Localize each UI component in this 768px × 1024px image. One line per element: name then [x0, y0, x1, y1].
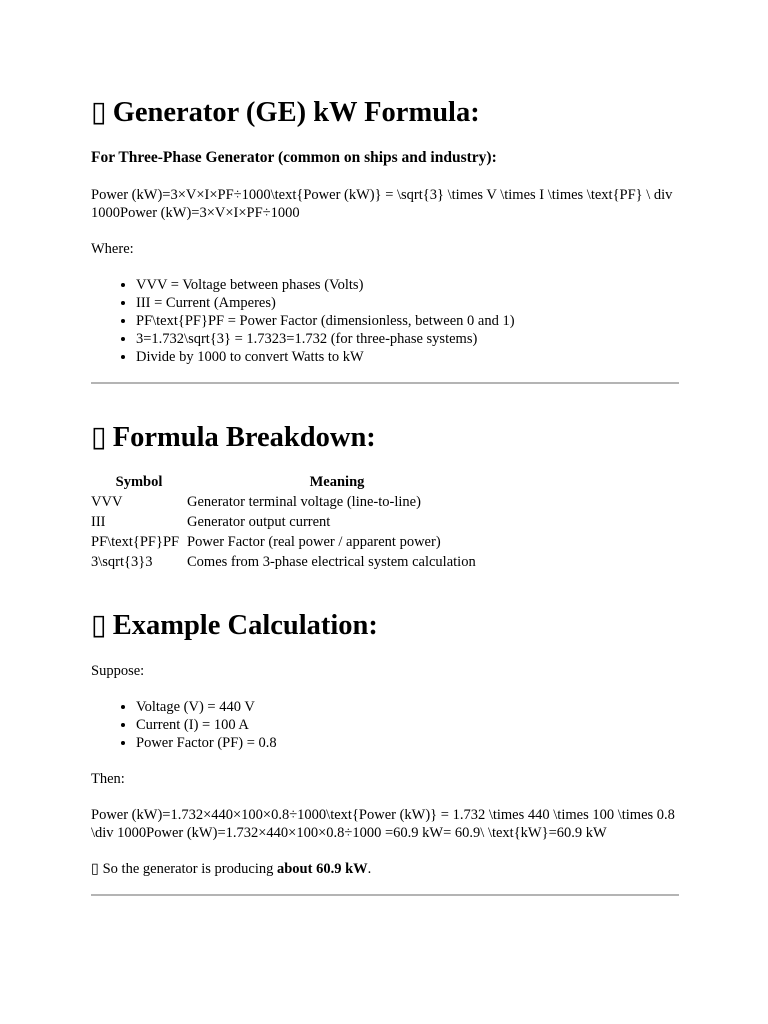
section-heading-formula-breakdown	[91, 421, 679, 455]
conclusion-result: about 60.9 kW	[276, 861, 368, 877]
heading-text: Example Calculation:	[112, 610, 378, 641]
then-label: Then:	[91, 771, 125, 787]
table-row	[91, 552, 487, 572]
variable-definitions-list	[91, 276, 724, 366]
table-cell: Power Factor (real power / apparent power)	[187, 534, 441, 550]
section-heading-generator-formula	[91, 96, 679, 130]
list-item: • PF\text{PF}PF = Power Factor (dimensionless, between 0 and 1)	[136, 312, 724, 330]
section-divider	[91, 382, 679, 384]
table-cell: VVV	[91, 494, 123, 510]
column-header-symbol: Symbol	[115, 474, 163, 490]
table-row	[91, 532, 487, 552]
list-item: • VVV = Voltage between phases (Volts)	[136, 276, 724, 294]
subheading-three-phase: For Three-Phase Generator (common on ships and industry):	[91, 149, 497, 166]
table-header-row	[91, 472, 487, 492]
table-cell: Generator terminal voltage (line-to-line)	[187, 494, 421, 510]
section-divider	[91, 894, 679, 896]
missing-glyph-box-icon: ▯	[91, 610, 107, 641]
missing-glyph-box-icon: ▯	[91, 97, 107, 128]
column-header-meaning: Meaning	[309, 474, 365, 490]
symbol-meaning-table	[91, 472, 487, 572]
suppose-label: Suppose:	[91, 663, 145, 679]
list-item: • III = Current (Amperes)	[136, 294, 724, 312]
calculation-text: Power (kW)=1.732×440×100×0.8÷1000\text{Power (kW)} = 1.732 \times 440 \times 100 \times 0.8 \div 1000Power (kW)=1.732×440×100×0.8÷1000 =60.9 kW= 60.9\ \text{kW}=60.9 kW	[91, 807, 675, 841]
heading-text: Generator (GE) kW Formula:	[112, 97, 480, 128]
table-cell: Generator output current	[187, 514, 331, 530]
conclusion-prefix: So the generator is producing	[102, 861, 277, 877]
table-cell: Comes from 3-phase electrical system calculation	[187, 554, 476, 570]
heading-text: Formula Breakdown:	[112, 422, 376, 453]
table-cell: PF\text{PF}PF	[91, 534, 180, 550]
where-label: Where:	[91, 241, 134, 257]
table-cell: 3\sqrt{3}3	[91, 554, 153, 570]
list-item: • 3=1.732\sqrt{3} = 1.7323=1.732 (for three-phase systems)	[136, 330, 724, 348]
list-item: • Power Factor (PF) = 0.8	[136, 734, 724, 752]
table-row	[91, 492, 487, 512]
conclusion-text	[91, 860, 679, 878]
missing-glyph-box-icon: ▯	[91, 861, 99, 877]
formula-text: Power (kW)=3×V×I×PF÷1000\text{Power (kW)} = \sqrt{3} \times V \times I \times \text{PF} \ div 1000Power (kW)=3×V×I×PF÷1000	[91, 187, 673, 221]
list-item: • Divide by 1000 to convert Watts to kW	[136, 348, 724, 366]
conclusion-suffix: .	[367, 861, 372, 877]
example-values-list	[91, 698, 724, 752]
list-item: • Voltage (V) = 440 V	[136, 698, 724, 716]
list-item: • Current (I) = 100 A	[136, 716, 724, 734]
section-heading-example-calculation	[91, 609, 679, 643]
table-cell: III	[91, 514, 106, 530]
table-row	[91, 512, 487, 532]
missing-glyph-box-icon: ▯	[91, 422, 107, 453]
